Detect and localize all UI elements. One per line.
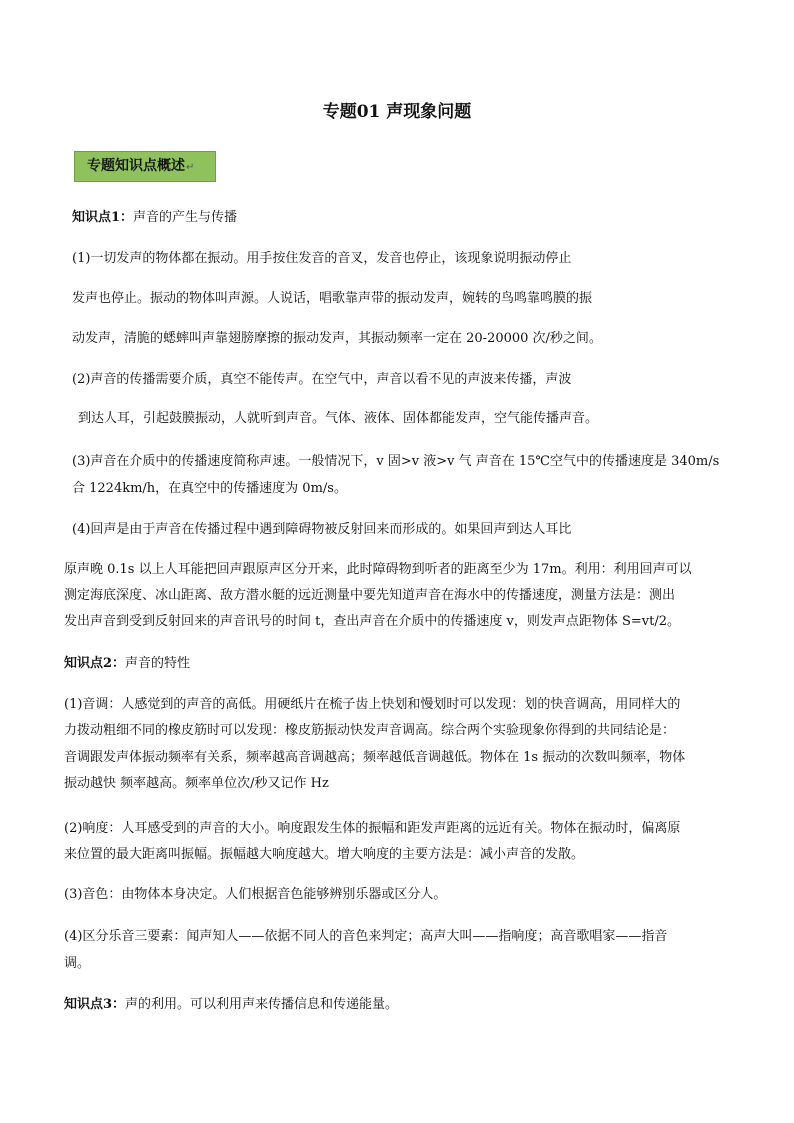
paragraph-line: 合 1224km/h，在真空中的传播速度为 0m/s。 bbox=[72, 481, 347, 496]
knowledge-point-2 bbox=[64, 655, 190, 673]
paragraph-line: 来位置的最大距离叫振幅。振幅越大响度越大。增大响度的主要方法是：减小声音的发散。 bbox=[64, 847, 585, 862]
paragraph-line: (4)区分乐音三要素：闻声知人——依据不同人的音色来判定；高声大叫——指响度；高音歌唱家——指音 bbox=[64, 929, 668, 944]
kp3-text: 声的利用。可以利用声来传播信息和传递能量。 bbox=[125, 997, 399, 1012]
page-title: 专题01 声现象问题 bbox=[322, 102, 472, 122]
paragraph-line: (3)音色：由物体本身决定。人们根据音色能够辨别乐器或区分人。 bbox=[64, 887, 447, 902]
section-label bbox=[74, 151, 216, 182]
return-mark-icon: ↵ bbox=[186, 162, 195, 173]
paragraph-line: (1)一切发声的物体都在振动。用手按住发音的音叉，发音也停止，该现象说明振动停止 bbox=[72, 251, 572, 266]
kp3-label: 知识点3： bbox=[64, 997, 126, 1012]
paragraph-line: (1)音调：人感觉到的声音的高低。用硬纸片在梳子齿上快划和慢划时可以发现：划的快音调高，用同样大的 bbox=[64, 697, 681, 712]
paragraph-line: 发声也停止。振动的物体叫声源。人说话，唱歌靠声带的振动发声，婉转的鸟鸣靠鸣膜的振 bbox=[72, 291, 593, 306]
kp1-label: 知识点1： bbox=[72, 210, 134, 225]
paragraph-line: (2)响度：人耳感受到的声音的大小。响度跟发生体的振幅和距发声距离的远近有关。物体在振动时，偏离原 bbox=[64, 821, 681, 836]
knowledge-point-3 bbox=[64, 996, 398, 1014]
kp2-text: 声音的特性 bbox=[125, 656, 191, 671]
paragraph-line: 发出声音到受到反射回来的声音讯号的时间 t，查出声音在介质中的传播速度 v，则发声点距物体 S=vt/2。 bbox=[64, 614, 680, 629]
paragraph-line: (3)声音在介质中的传播速度简称声速。一般情况下，v 固>v 液>v 气 声音在 15℃空气中的传播速度是 340m/s bbox=[72, 454, 720, 469]
knowledge-point-1 bbox=[72, 209, 237, 227]
paragraph-line: (4)回声是由于声音在传播过程中遇到障碍物被反射回来而形成的。如果回声到达人耳比 bbox=[72, 522, 572, 537]
paragraph-line: (2)声音的传播需要介质，真空不能传声。在空气中，声音以看不见的声波来传播，声波 bbox=[72, 372, 572, 387]
paragraph-line: 测定海底深度、冰山距离、敌方潜水艇的远近测量中要先知道声音在海水中的传播速度，测量方法是：测出 bbox=[64, 588, 676, 603]
paragraph-line: 音调跟发声体振动频率有关系，频率越高音调越高；频率越低音调越低。物体在 1s 振动的次数叫频率，物体 bbox=[64, 750, 686, 765]
paragraph-line: 原声晚 0.1s 以上人耳能把回声跟原声区分开来，此时障碍物到听者的距离至少为 17m。利用：利用回声可以 bbox=[64, 562, 692, 577]
paragraph-line: 力拨动粗细不同的橡皮筋时可以发现：橡皮筋振动快发声音调高。综合两个实验现象你得到的共同结论是： bbox=[64, 723, 676, 738]
kp2-label: 知识点2： bbox=[64, 656, 126, 671]
paragraph-line: 调。 bbox=[64, 956, 91, 971]
paragraph-line: 动发声，清脆的蟋蟀叫声靠翅膀摩擦的振动发声，其振动频率一定在 20-20000 次/秒之间。 bbox=[72, 331, 602, 346]
section-label-text: 专题知识点概述 bbox=[87, 158, 185, 174]
paragraph-line: 到达人耳，引起鼓膜振动，人就听到声音。气体、液体、固体都能发声，空气能传播声音。 bbox=[78, 411, 599, 426]
kp1-text: 声音的产生与传播 bbox=[133, 210, 238, 225]
paragraph-line: 振动越快 频率越高。频率单位次/秒又记作 Hz bbox=[64, 776, 329, 791]
